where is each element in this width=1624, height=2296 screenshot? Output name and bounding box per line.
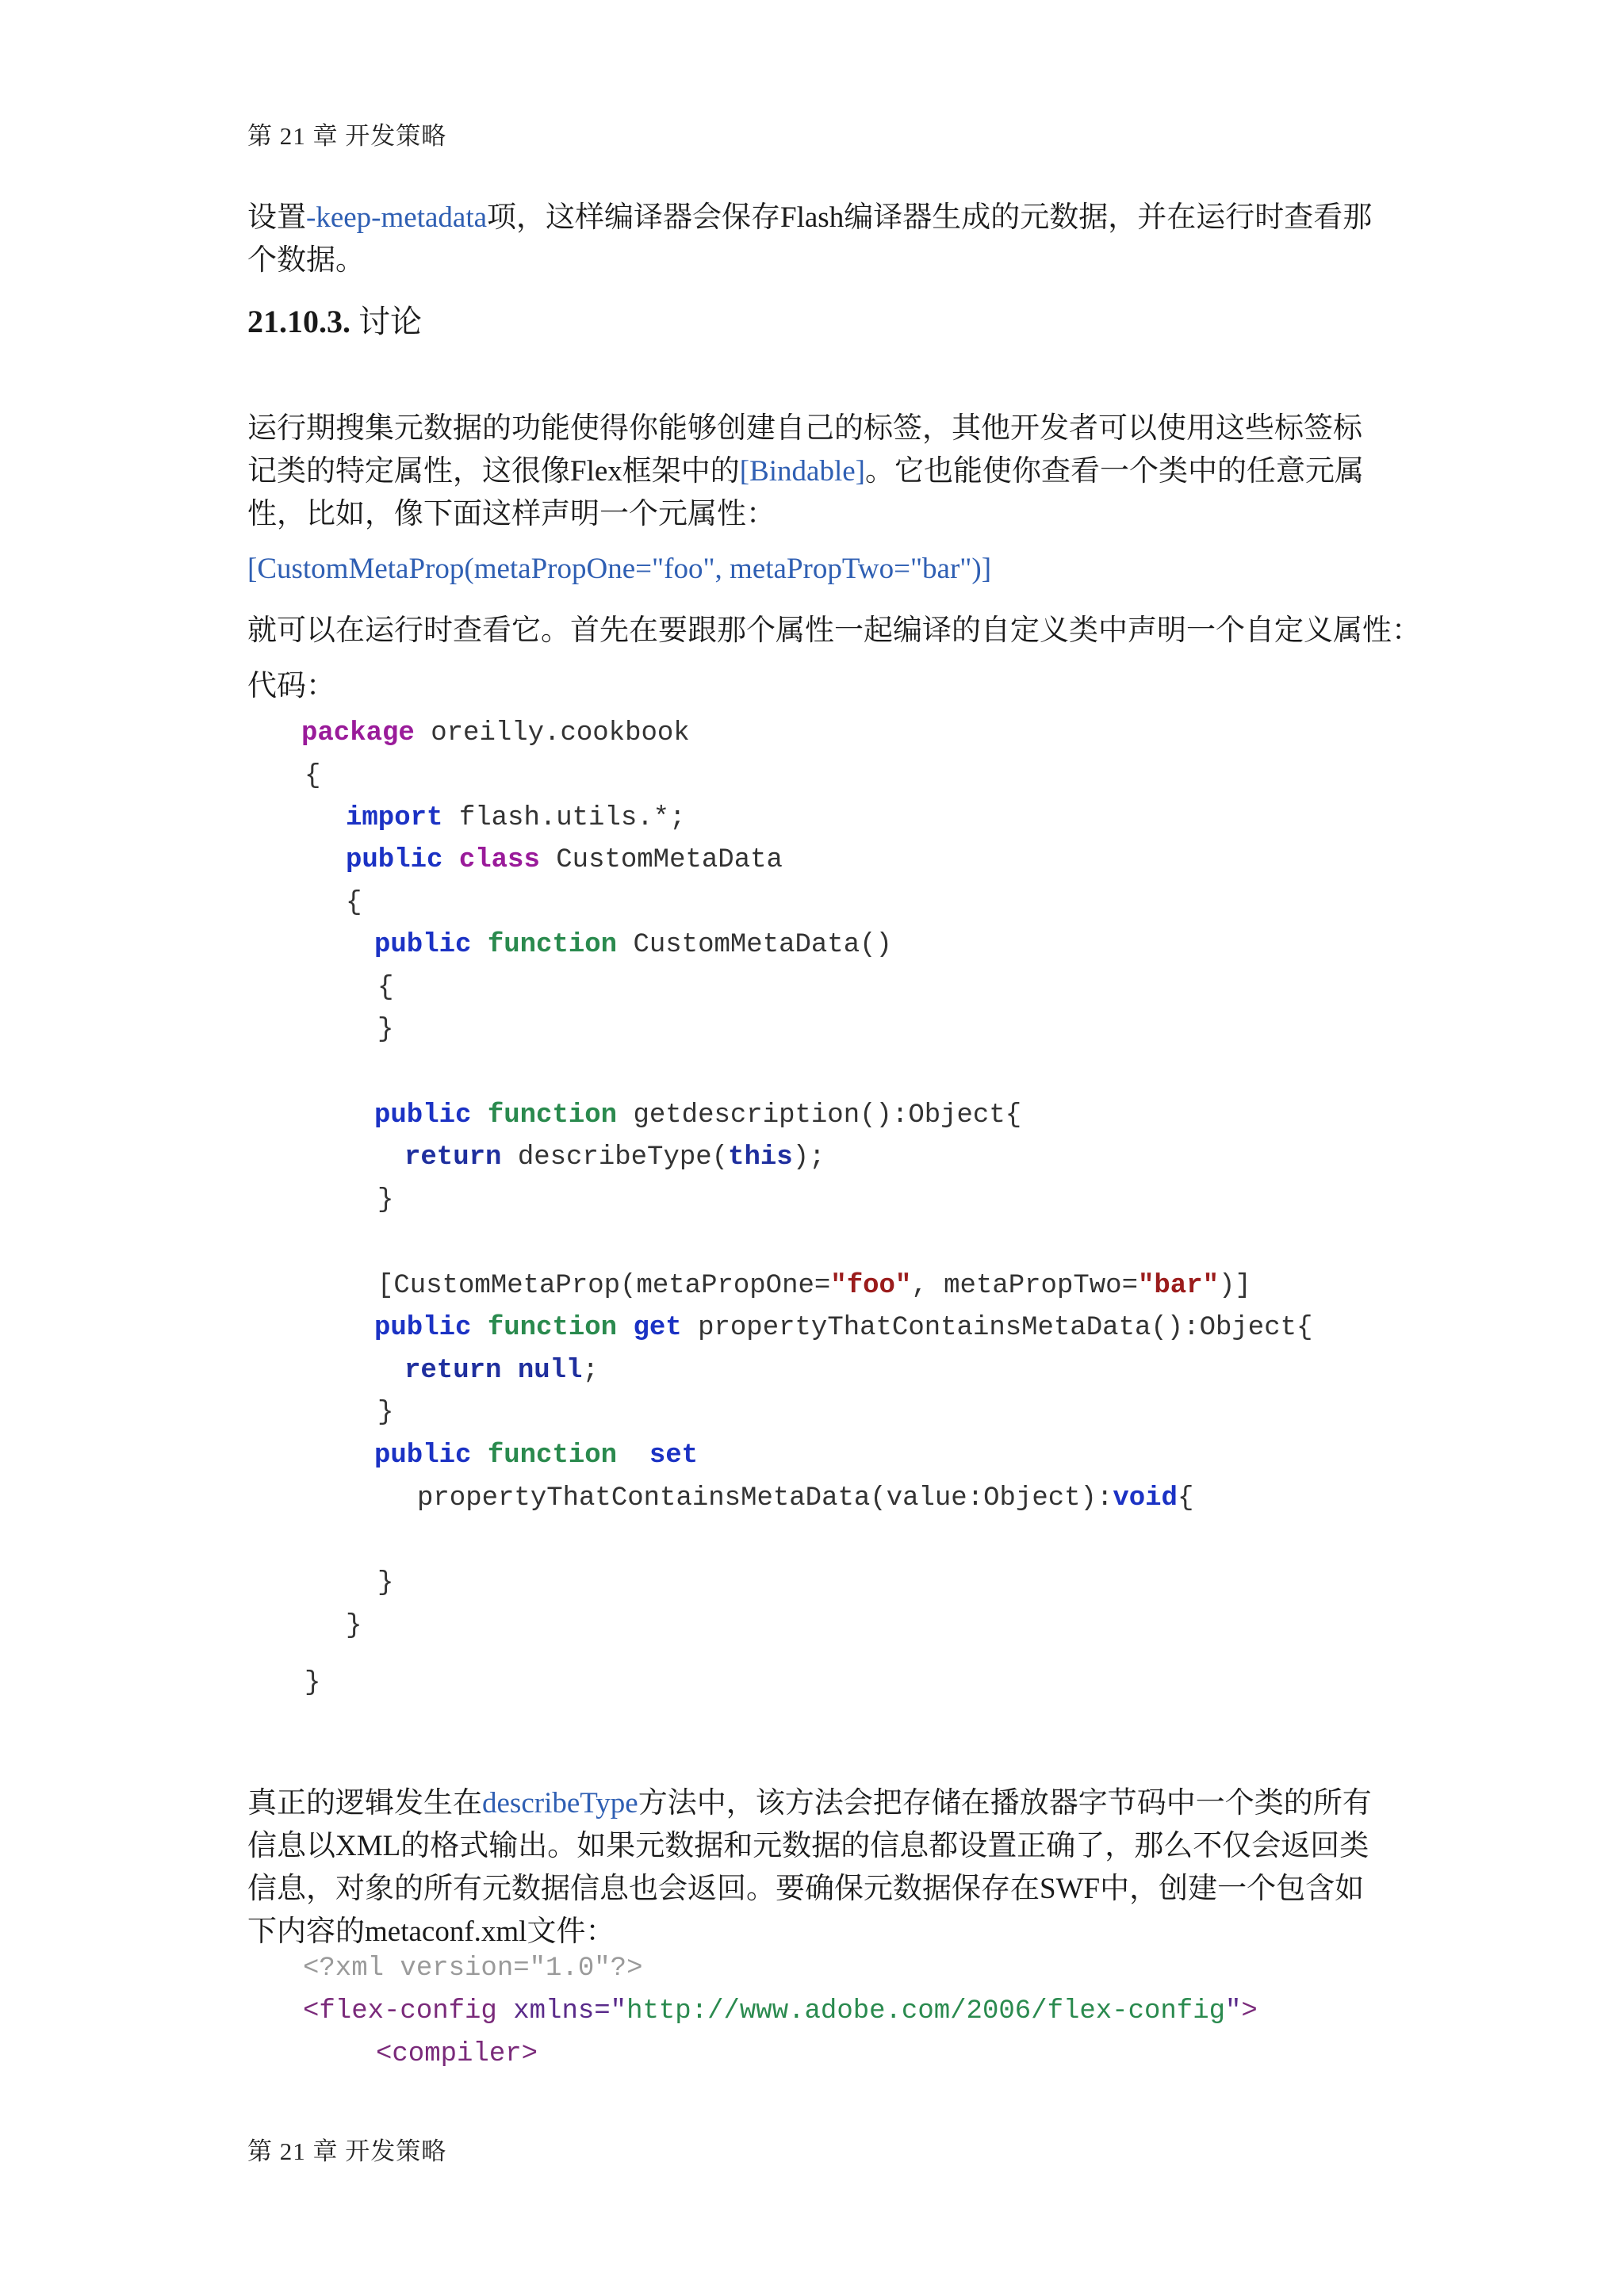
code-line: } (377, 1185, 394, 1215)
xml-line (303, 1996, 1258, 2026)
code-line (374, 1441, 698, 1471)
xml-attribute-value: http://www.adobe.com/2006/flex-config (626, 1996, 1226, 2026)
code-text: ; (582, 1356, 599, 1386)
code-text: , metaPropTwo= (911, 1271, 1138, 1301)
describe-text-pre: 真正的逻辑发生在 (247, 1787, 482, 1820)
describe-text-post: 方法中，该方法会把存储在播放器字节码中一个类的所有信息以XML的格式输出。如果元数据和元数据的信息都设置正确了，那么不仅会返回类信息，对象的所有元数据信息也会返回。要确保元数据保存在SWF中，创建一个包含如下内容的metaconf.xml文件： (247, 1787, 1372, 1948)
keyword: function (487, 1441, 618, 1471)
keyword: public (374, 1441, 472, 1471)
keyword: public (374, 1100, 472, 1131)
keyword: return (404, 1356, 502, 1386)
discussion-text-2: 。它也能使你查看一个类中的任意元属性，比如，像下面这样声明一个元属性： (247, 455, 1365, 530)
code-line (346, 845, 783, 875)
code-line: } (377, 1568, 394, 1598)
bindable-link[interactable]: [Bindable] (739, 455, 866, 488)
code-line (301, 718, 690, 748)
section-heading (247, 297, 422, 342)
page-header: 第 21 章 开发策略 (247, 122, 447, 150)
code-text: describeType( (501, 1142, 729, 1173)
describe-type-paragraph (247, 1782, 1381, 1954)
section-number: 21.10.3. (247, 304, 350, 339)
code-label: 代码： (247, 670, 335, 702)
code-line (417, 1483, 1193, 1513)
page-footer: 第 21 章 开发策略 (247, 2137, 447, 2165)
code-line: } (377, 1398, 394, 1428)
code-line: } (304, 1668, 321, 1698)
string-literal: "foo" (830, 1271, 912, 1301)
keyword: class (458, 845, 540, 875)
code-line (374, 1313, 1312, 1343)
code-line (377, 1271, 1251, 1301)
code-line: { (377, 973, 394, 1003)
keyword: return (404, 1142, 502, 1173)
keep-metadata-link[interactable]: -keep-metadata (306, 201, 488, 234)
code-text: CustomMetaData (539, 845, 783, 875)
code-line: { (304, 761, 321, 791)
xml-quote: " (610, 1996, 627, 2026)
keyword: function (487, 930, 618, 960)
keyword: public (374, 930, 472, 960)
xml-quote: " (1225, 1996, 1242, 2026)
keyword: public (374, 1313, 472, 1343)
discussion-text-1: 运行期搜集元数据的功能使得你能够创建自己的标签，其他开发者可以使用这些标签标记类的特定属性，这很像Flex框架中的 (247, 412, 1362, 488)
xml-declaration: <?xml version="1.0"?> (303, 1954, 643, 1984)
code-text: )] (1219, 1271, 1251, 1301)
code-line: } (346, 1611, 362, 1641)
discussion-paragraph (247, 408, 1381, 536)
code-text: getdescription():Object{ (617, 1100, 1022, 1131)
code-text: CustomMetaData() (617, 930, 892, 960)
intro-text-pre: 设置 (247, 201, 306, 234)
code-text: propertyThatContainsMetaData():Object{ (681, 1313, 1313, 1343)
code-text: [CustomMetaProp(metaPropOne= (377, 1271, 831, 1301)
keyword: this (728, 1142, 793, 1173)
keyword: function (487, 1100, 618, 1131)
xml-tag-end: > (1241, 1996, 1258, 2026)
string-literal: "bar" (1137, 1271, 1220, 1301)
keyword: null (517, 1356, 583, 1386)
xml-attribute: xmlns= (496, 1996, 611, 2026)
code-text: ); (792, 1142, 825, 1173)
xml-line: <compiler> (376, 2039, 538, 2069)
code-line (346, 803, 685, 833)
keyword: package (301, 718, 415, 748)
meta-example: [CustomMetaProp(metaPropOne="foo", metaPropTwo="bar")] (247, 553, 992, 585)
keyword: void (1113, 1483, 1178, 1513)
code-line (374, 1100, 1021, 1131)
xml-tag: <flex-config (303, 1996, 497, 2026)
code-text: flash.utils.*; (442, 803, 686, 833)
code-text: oreilly.cookbook (414, 718, 690, 748)
code-line (404, 1142, 825, 1173)
code-line: } (377, 1015, 394, 1045)
code-text: propertyThatContainsMetaData(value:Object): (417, 1483, 1113, 1513)
describe-type-link[interactable]: describeType (482, 1787, 638, 1820)
section-title: 讨论 (358, 304, 422, 339)
intro-text-post: 项，这样编译器会保存Flash编译器生成的元数据，并在运行时查看那个数据。 (247, 201, 1373, 277)
keyword: import (346, 803, 443, 833)
code-line: { (346, 888, 362, 918)
keyword: public (346, 845, 443, 875)
code-text: { (1177, 1483, 1194, 1513)
keyword: set (649, 1441, 699, 1471)
keyword: function (487, 1313, 618, 1343)
code-line (374, 930, 892, 960)
intro-paragraph (247, 197, 1381, 282)
runtime-paragraph: 就可以在运行时查看它。首先在要跟那个属性一起编译的自定义类中声明一个自定义属性： (247, 614, 1421, 647)
keyword: get (633, 1313, 682, 1343)
code-line (404, 1356, 599, 1386)
